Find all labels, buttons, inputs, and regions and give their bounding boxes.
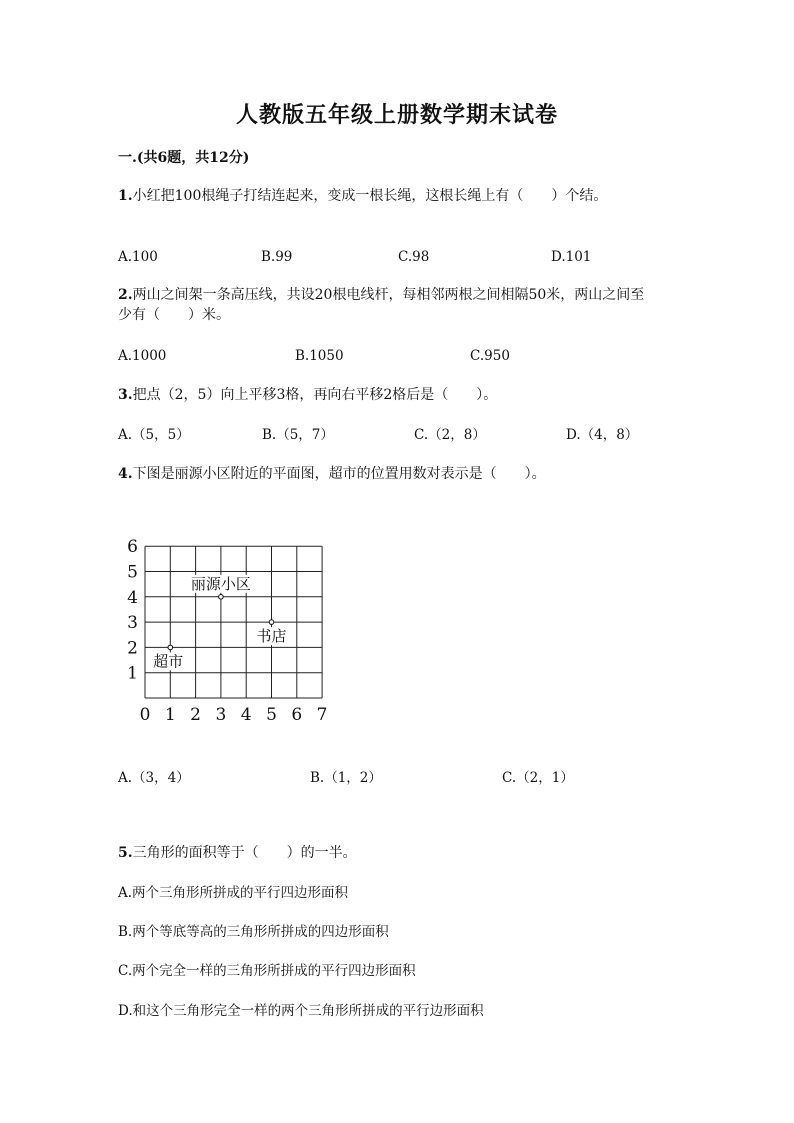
q3-option-b[interactable]: B.（5，7） (262, 427, 334, 443)
x-tick-label: 4 (240, 705, 252, 725)
q1-option-a[interactable]: A.100 (118, 249, 158, 265)
question-2 (118, 285, 658, 325)
question-text: 下图是丽源小区附近的平面图，超市的位置用数对表示是（ ）。 (132, 466, 546, 482)
map-grid-figure (125, 538, 335, 728)
q1-option-b[interactable]: B.99 (261, 249, 293, 265)
place-label: 书店 (256, 627, 287, 646)
question-text: 把点（2，5）向上平移3格，再向右平移2格后是（ ）。 (132, 387, 498, 403)
question-5 (118, 843, 357, 863)
q2-option-a[interactable]: A.1000 (118, 348, 167, 364)
x-tick-label: 1 (164, 705, 176, 725)
section-heading: 一.(共6题，共12分) (118, 150, 250, 166)
x-tick-label: 7 (316, 705, 328, 725)
page-title: 人教版五年级上册数学期末试卷 (235, 102, 558, 128)
q4-option-a[interactable]: A.（3，4） (118, 770, 190, 786)
q3-option-d[interactable]: D.（4，8） (566, 427, 639, 443)
q2-option-c[interactable]: C.950 (470, 348, 510, 364)
question-number: 1. (118, 188, 133, 204)
question-number: 2. (118, 287, 133, 303)
q3-option-a[interactable]: A.（5，5） (118, 427, 190, 443)
place-label: 超市 (153, 652, 184, 671)
y-tick-label: 3 (127, 613, 138, 634)
place-label: 丽源小区 (190, 574, 251, 593)
q5-option-b[interactable]: B.两个等底等高的三角形所拼成的四边形面积 (118, 924, 389, 940)
x-tick-label: 5 (266, 705, 277, 725)
q5-option-d[interactable]: D.和这个三角形完全一样的两个三角形所拼成的平行边形面积 (118, 1003, 484, 1019)
question-number: 4. (118, 466, 133, 482)
y-tick-label: 4 (127, 587, 138, 608)
x-tick-label: 0 (139, 705, 151, 725)
q4-option-b[interactable]: B.（1，2） (310, 770, 382, 786)
question-text: 小红把100根绳子打结连起来，变成一根长绳，这根长绳上有（ ）个结。 (132, 188, 608, 204)
q5-option-c[interactable]: C.两个完全一样的三角形所拼成的平行四边形面积 (118, 963, 416, 979)
x-tick-label: 6 (291, 705, 303, 725)
q3-option-c[interactable]: C.（2，8） (414, 427, 486, 443)
x-tick-label: 2 (190, 705, 202, 725)
question-number: 5. (118, 845, 133, 861)
y-tick-label: 1 (127, 663, 138, 684)
q2-option-b[interactable]: B.1050 (295, 348, 344, 364)
y-tick-label: 2 (127, 638, 138, 659)
q5-option-a[interactable]: A.两个三角形所拼成的平行四边形面积 (118, 885, 349, 901)
question-4 (118, 464, 546, 484)
y-tick-label: 5 (127, 562, 138, 583)
q1-option-c[interactable]: C.98 (398, 249, 430, 265)
question-1 (118, 186, 658, 206)
grid-point (269, 620, 274, 625)
grid-point (168, 645, 173, 650)
y-tick-label: 6 (127, 538, 138, 558)
x-tick-label: 3 (215, 705, 227, 725)
question-3 (118, 385, 497, 405)
q1-option-d[interactable]: D.101 (551, 249, 592, 265)
q4-option-c[interactable]: C.（2，1） (502, 770, 574, 786)
question-text: 三角形的面积等于（ ）的一半。 (132, 845, 357, 861)
grid-point (219, 595, 224, 600)
question-number: 3. (118, 387, 133, 403)
question-text: 两山之间架一条高压线，共设20根电线杆，每相邻两根之间相隔50米，两山之间至少有（ ）米。 (118, 287, 645, 323)
